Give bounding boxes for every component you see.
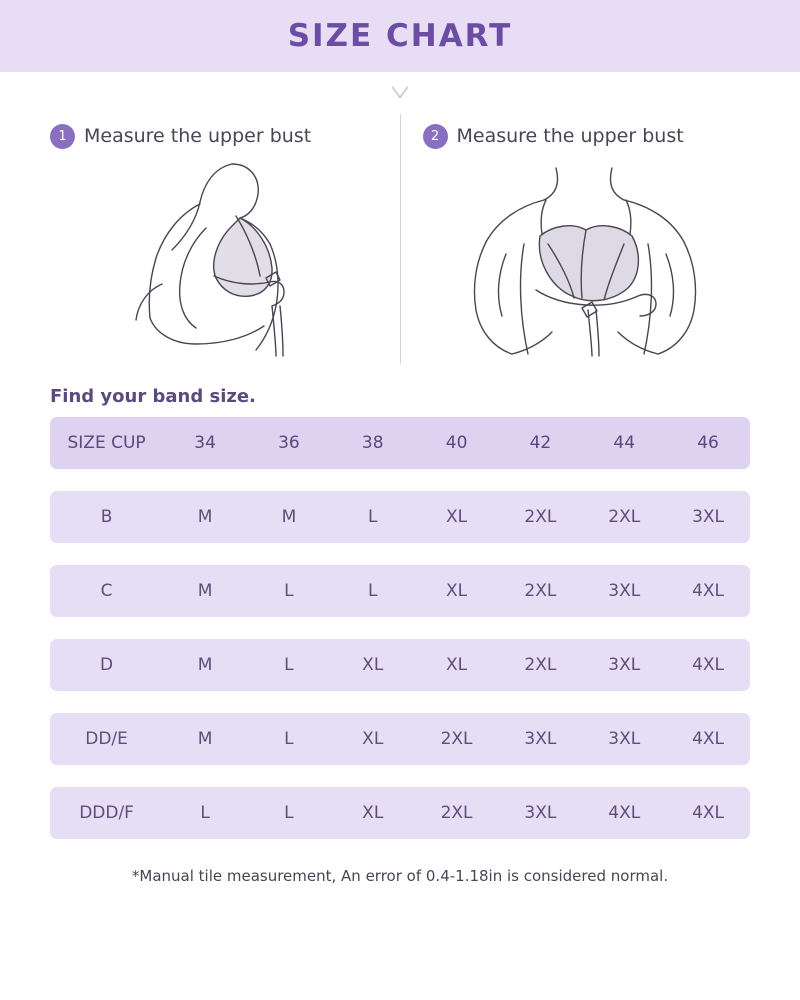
table-cell: 4XL	[692, 729, 725, 749]
table-cell: XL	[362, 803, 384, 823]
table-cell: M	[197, 507, 213, 527]
table-cell: 3XL	[608, 729, 641, 749]
page-title: SIZE CHART	[287, 18, 513, 54]
table-cell: 3XL	[524, 729, 557, 749]
size-table	[0, 417, 800, 839]
table-cell: XL	[446, 655, 468, 675]
step-2-header	[415, 114, 759, 158]
table-cell: M	[281, 507, 297, 527]
table-cell: 3XL	[692, 507, 725, 527]
step-2	[401, 114, 773, 364]
table-cell: 2XL	[440, 729, 473, 749]
table-row	[50, 713, 750, 765]
band-size-title: Find your band size.	[50, 386, 256, 407]
table-cell: XL	[362, 729, 384, 749]
table-header-row	[50, 417, 750, 469]
table-cell: DDD/F	[79, 803, 134, 823]
table-cell: C	[100, 581, 113, 601]
table-header-cell: 38	[361, 433, 384, 453]
table-cell: 2XL	[608, 507, 641, 527]
table-row	[50, 565, 750, 617]
table-cell: 4XL	[692, 803, 725, 823]
page-header	[0, 0, 800, 72]
step-2-figure	[415, 158, 759, 358]
table-cell: L	[284, 729, 294, 749]
table-header-cell: 34	[194, 433, 216, 453]
step-2-number: 2	[423, 124, 448, 149]
bust-measure-front-illustration	[436, 158, 736, 358]
step-1-label: Measure the upper bust	[84, 125, 312, 147]
chevron-divider	[0, 72, 800, 114]
table-row	[50, 639, 750, 691]
footnote: *Manual tile measurement, An error of 0.4-1.18in is considered normal.	[131, 867, 669, 885]
step-1-header	[42, 114, 386, 158]
table-cell: 2XL	[440, 803, 473, 823]
table-cell: XL	[446, 507, 468, 527]
step-2-label: Measure the upper bust	[456, 125, 684, 147]
table-row	[50, 491, 750, 543]
table-cell: L	[284, 581, 294, 601]
table-cell: 4XL	[692, 655, 725, 675]
table-header-cell: 44	[613, 433, 636, 453]
table-row	[50, 787, 750, 839]
table-cell: 2XL	[524, 655, 557, 675]
table-cell: 4XL	[608, 803, 641, 823]
table-cell: B	[100, 507, 113, 527]
table-cell: 3XL	[608, 581, 641, 601]
table-cell: M	[197, 581, 213, 601]
table-cell: 4XL	[692, 581, 725, 601]
table-cell: L	[284, 803, 294, 823]
measure-steps	[0, 114, 800, 364]
table-cell: XL	[362, 655, 384, 675]
table-cell: L	[200, 803, 210, 823]
table-header-cell: 36	[278, 433, 300, 453]
bust-measure-side-illustration	[64, 158, 364, 358]
table-cell: L	[368, 581, 378, 601]
table-header-cell: SIZE CUP	[67, 433, 146, 453]
table-cell: D	[100, 655, 114, 675]
table-header-cell: 42	[529, 433, 552, 453]
step-1-number: 1	[50, 124, 75, 149]
table-cell: L	[368, 507, 378, 527]
table-header-cell: 40	[445, 433, 468, 453]
table-cell: 2XL	[524, 507, 557, 527]
step-1-figure	[42, 158, 386, 358]
table-cell: 2XL	[524, 581, 557, 601]
step-1	[28, 114, 401, 364]
table-cell: XL	[446, 581, 468, 601]
table-cell: M	[197, 729, 213, 749]
table-cell: M	[197, 655, 213, 675]
table-cell: DD/E	[85, 729, 128, 749]
table-header-cell: 46	[697, 433, 719, 453]
table-cell: L	[284, 655, 294, 675]
table-cell: 3XL	[524, 803, 557, 823]
table-cell: 3XL	[608, 655, 641, 675]
chevron-down-icon	[389, 82, 411, 104]
